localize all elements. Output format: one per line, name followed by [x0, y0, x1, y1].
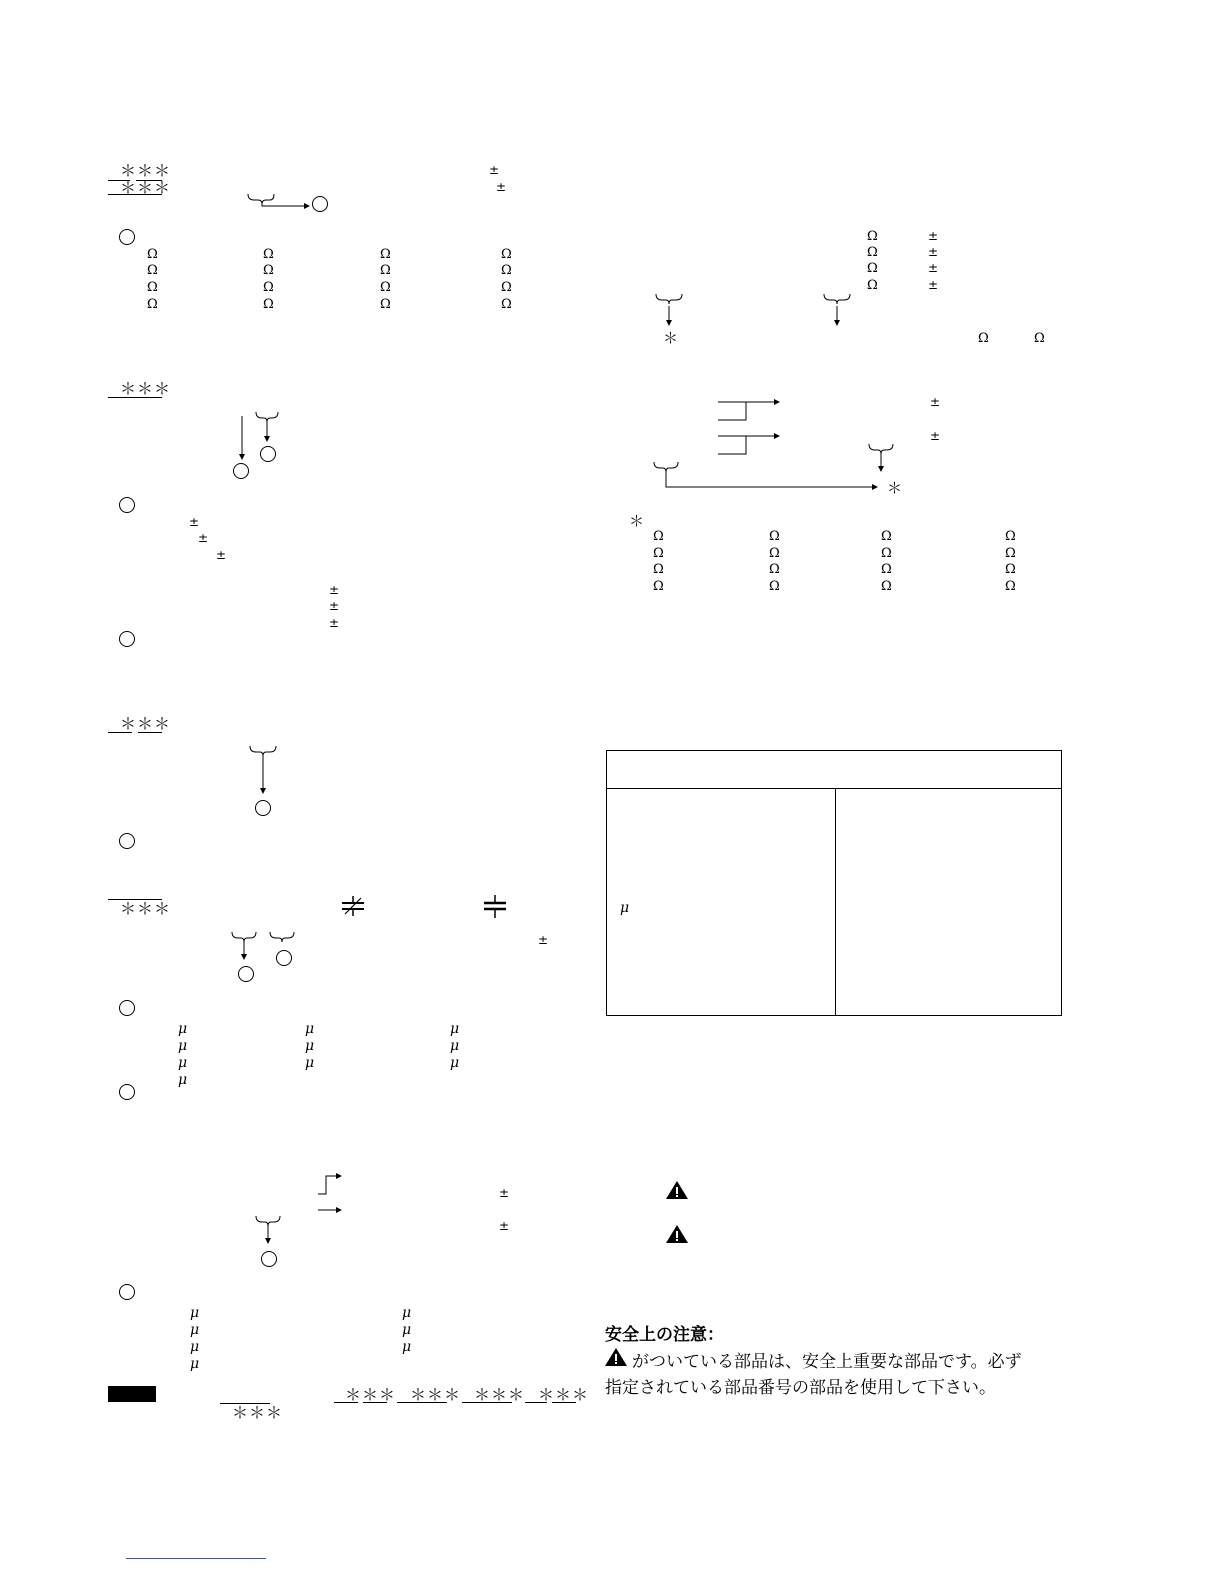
reference-circle [312, 196, 328, 212]
micro-symbol: μ [402, 1305, 412, 1321]
underline [397, 1402, 447, 1403]
underline [363, 1402, 387, 1403]
tolerance-symbol: ± [538, 933, 549, 947]
part-code-stars: ＊＊＊ [120, 899, 172, 918]
tolerance-symbol: ± [198, 531, 209, 545]
variable-capacitor-icon [340, 894, 368, 920]
underline [552, 1402, 576, 1403]
omega-symbol: Ω [1005, 529, 1016, 544]
reference-circle [119, 631, 135, 647]
omega-symbol: Ω [769, 562, 780, 577]
micro-symbol: μ [450, 1038, 460, 1054]
tolerance-symbol: ± [499, 1219, 510, 1233]
underline [462, 1402, 512, 1403]
black-label-box [108, 1386, 156, 1402]
part-code-stars: ＊＊＊ [120, 379, 172, 398]
micro-symbol: μ [402, 1322, 412, 1338]
omega-symbol: Ω [147, 263, 158, 278]
omega-symbol: Ω [653, 562, 664, 577]
omega-symbol: Ω [1005, 546, 1016, 561]
omega-symbol: Ω [769, 579, 780, 594]
omega-symbol: Ω [147, 297, 158, 312]
omega-symbol: Ω [769, 546, 780, 561]
asterisk-mark: ＊ [887, 479, 904, 497]
omega-symbol: Ω [881, 546, 892, 561]
tolerance-symbol: ± [928, 278, 939, 292]
warning-icon [665, 1180, 689, 1200]
part-code-stars: ＊＊＊ [120, 714, 172, 733]
tolerance-symbol: ± [930, 395, 941, 409]
reference-circle [119, 229, 135, 245]
warning-icon [665, 1224, 689, 1244]
bracket-arrow-diagram [312, 1166, 348, 1220]
reference-circle [260, 446, 276, 462]
micro-symbol: μ [178, 1072, 188, 1088]
omega-symbol: Ω [867, 229, 878, 244]
omega-symbol: Ω [867, 278, 878, 293]
part-code-stars: ＊＊＊ [120, 161, 172, 180]
micro-symbol: μ [178, 1038, 188, 1054]
reference-circle [119, 833, 135, 849]
omega-symbol: Ω [867, 261, 878, 276]
part-code-stars: ＊＊＊ [474, 1385, 526, 1404]
omega-symbol: Ω [881, 579, 892, 594]
tolerance-symbol: ± [928, 245, 939, 259]
reference-circle [119, 1284, 135, 1300]
omega-symbol: Ω [867, 245, 878, 260]
tolerance-symbol: ± [928, 261, 939, 275]
reference-circle [119, 1000, 135, 1016]
spec-table [606, 750, 1062, 1016]
asterisk-mark: ＊ [629, 512, 646, 530]
omega-symbol: Ω [881, 529, 892, 544]
omega-symbol: Ω [501, 297, 512, 312]
underline [108, 397, 162, 398]
tolerance-symbol: ± [930, 429, 941, 443]
part-code-stars: ＊＊＊ [345, 1385, 397, 1404]
safety-title: 安全上の注意： [605, 1325, 724, 1345]
underline [334, 1402, 358, 1403]
omega-symbol: Ω [147, 247, 158, 262]
omega-symbol: Ω [501, 280, 512, 295]
micro-symbol: μ [402, 1339, 412, 1355]
safety-text-line2: 指定されている部品番号の部品を使用して下さい。 [605, 1378, 996, 1398]
omega-symbol: Ω [501, 247, 512, 262]
brace-arrow-diagram [244, 744, 284, 800]
table-divider [835, 788, 836, 1015]
tolerance-symbol: ± [329, 616, 340, 630]
safety-text-line1: がついている部品は、安全上重要な部品です。必ず [632, 1352, 1022, 1372]
underline [108, 194, 162, 195]
micro-symbol: μ [450, 1055, 460, 1071]
footer-rule [126, 1558, 266, 1559]
omega-symbol: Ω [978, 331, 989, 346]
tolerance-symbol: ± [329, 583, 340, 597]
asterisk-mark: ＊ [663, 329, 680, 347]
omega-symbol: Ω [263, 263, 274, 278]
bracket-arrow-diagram [640, 390, 900, 494]
part-code-stars: ＊＊＊ [538, 1385, 590, 1404]
omega-symbol: Ω [653, 546, 664, 561]
underline [108, 732, 132, 733]
tolerance-symbol: ± [216, 548, 227, 562]
omega-symbol: Ω [1005, 579, 1016, 594]
omega-symbol: Ω [263, 280, 274, 295]
reference-circle [276, 950, 292, 966]
micro-symbol: μ [178, 1055, 188, 1071]
omega-symbol: Ω [380, 297, 391, 312]
omega-symbol: Ω [147, 280, 158, 295]
reference-circle [261, 1251, 277, 1267]
part-code-stars: ＊＊＊ [120, 178, 172, 197]
omega-symbol: Ω [1034, 331, 1045, 346]
reference-circle [255, 800, 271, 816]
micro-symbol: μ [190, 1322, 200, 1338]
omega-symbol: Ω [653, 529, 664, 544]
omega-symbol: Ω [1005, 562, 1016, 577]
reference-circle [233, 463, 249, 479]
micro-symbol: μ [305, 1038, 315, 1054]
warning-icon [604, 1347, 628, 1367]
omega-symbol: Ω [380, 280, 391, 295]
tolerance-symbol: ± [496, 180, 507, 194]
tolerance-symbol: ± [329, 599, 340, 613]
micro-symbol: μ [620, 900, 630, 916]
omega-symbol: Ω [653, 579, 664, 594]
brace-arrow-diagram [652, 292, 862, 332]
tolerance-symbol: ± [928, 229, 939, 243]
tolerance-symbol: ± [499, 1186, 510, 1200]
omega-symbol: Ω [380, 263, 391, 278]
reference-circle [119, 497, 135, 513]
micro-symbol: μ [305, 1055, 315, 1071]
underline [525, 1402, 547, 1403]
capacitor-icon [482, 894, 510, 920]
omega-symbol: Ω [769, 529, 780, 544]
reference-circle [238, 966, 254, 982]
tolerance-symbol: ± [489, 163, 500, 177]
micro-symbol: μ [305, 1021, 315, 1037]
omega-symbol: Ω [881, 562, 892, 577]
underline [138, 732, 162, 733]
table-header [607, 751, 1061, 789]
tolerance-symbol: ± [189, 515, 200, 529]
brace-arrow-diagram [252, 1214, 292, 1250]
omega-symbol: Ω [501, 263, 512, 278]
omega-symbol: Ω [263, 297, 274, 312]
omega-symbol: Ω [380, 247, 391, 262]
reference-circle [119, 1084, 135, 1100]
micro-symbol: μ [190, 1305, 200, 1321]
part-code-stars: ＊＊＊ [232, 1403, 284, 1422]
micro-symbol: μ [450, 1021, 460, 1037]
brace-arrow-diagram [240, 190, 320, 214]
omega-symbol: Ω [263, 247, 274, 262]
micro-symbol: μ [178, 1021, 188, 1037]
part-code-stars: ＊＊＊ [410, 1385, 462, 1404]
micro-symbol: μ [190, 1356, 200, 1372]
micro-symbol: μ [190, 1339, 200, 1355]
